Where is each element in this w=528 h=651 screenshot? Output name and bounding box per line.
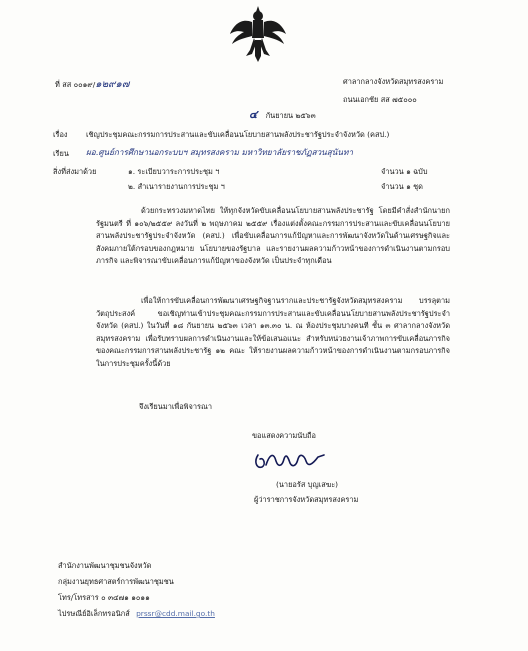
recipient-handwritten: ผอ.ศูนย์การศึกษานอกระบบฯ สมุทรสงคราม มหาวิทยาลัยราชภัฏสวนสุนันทา bbox=[86, 147, 353, 157]
org-address-line1: ศาลากลางจังหวัดสมุทรสงคราม bbox=[343, 77, 444, 86]
garuda-emblem bbox=[228, 4, 288, 66]
recipient-label: เรียน bbox=[53, 149, 69, 158]
enclosure-item-2-qty: จำนวน ๑ ชุด bbox=[381, 182, 423, 191]
body-paragraph-2: เพื่อให้การขับเคลื่อนการพัฒนาเศรษฐกิจฐานรากและประชารัฐจังหวัดสมุทรสงคราม บรรลุตามวัตถุประสงค์ ขอเชิญท่านเข้าประชุมคณะกรรมการประสานและขับเคลื่อนนโยบายสานพลังประชารัฐประจำจังหวัด (คสป.) ในวันที่ ๑๘ กันยายน ๒๕๖๓ เวลา ๑๓.๓๐ น. ณ ห้องประชุมบางคนที ชั้น ๓ ศาลากลางจังหวัดสมุทรสงคราม เพื่อรับทราบผลการดำเนินงานและให้ข้อเสนอแนะ สำหรับหน่วยงานเจ้าภาพการขับเคลื่อนภารกิจของคณะกรรมการสานพลังประชารัฐ ๑๒ คณะ ให้รายงานผลความก้าวหน้าของการดำเนินงานตามกรอบภารกิจ ในการประชุมครั้งนี้ด้วย bbox=[96, 296, 450, 368]
date-month-year: กันยายน ๒๕๖๓ bbox=[265, 111, 316, 120]
enclosure-item-2: ๒. สำเนารายงานการประชุม ฯ bbox=[128, 182, 225, 191]
footer-email-label: ไปรษณีย์อิเล็กทรอนิกส์ bbox=[58, 609, 130, 618]
closing-request: จึงเรียนมาเพื่อพิจารณา bbox=[139, 402, 213, 411]
date-day-handwritten: ๔ bbox=[249, 108, 258, 121]
footer-email bbox=[58, 610, 215, 619]
document-number-handwritten: ๑๒๙๑๗ bbox=[95, 79, 130, 90]
org-address-line2: ถนนเอกชัย สส ๗๕๐๐๐ bbox=[343, 95, 417, 104]
document-date bbox=[249, 108, 316, 121]
signatory-name: (นายอรัส บุญเสฆะ) bbox=[276, 480, 339, 489]
enclosure-item-1: ๑. ระเบียบวาระการประชุม ฯ bbox=[128, 167, 220, 176]
subject-text: เชิญประชุมคณะกรรมการประสานและขับเคลื่อนนโยบายสานพลังประชารัฐประจำจังหวัด (คสป.) bbox=[86, 130, 390, 139]
subject-label: เรื่อง bbox=[53, 130, 68, 139]
document-number bbox=[55, 79, 129, 91]
signatory-position: ผู้ว่าราชการจังหวัดสมุทรสงคราม bbox=[254, 495, 359, 504]
body-paragraph-1: ด้วยกระทรวงมหาดไทย ให้ทุกจังหวัดขับเคลื่อนนโยบายสานพลังประชารัฐ โดยมีคำสั่งสำนักนายกรัฐมนตรี ที่ ๑๐๖/๒๕๕๙ ลงวันที่ ๒ พฤษภาคม ๒๕๕๙ เรื่องแต่งตั้งคณะกรรมการประสานและขับเคลื่อนนโยบายสานพลังประชารัฐประจำจังหวัด (คสป.) เพื่อขับเคลื่อนการแก้ปัญหาและการพัฒนาจังหวัดในด้านเศรษฐกิจและสังคมภายใต้กรอบของกฎหมาย นโยบายของรัฐบาล และรายงานผลความก้าวหน้าของการดำเนินงานตามกรอบภารกิจ และพิจารณาขับเคลื่อนการแก้ปัญหาของจังหวัด เป็นประจำทุกเดือน bbox=[96, 206, 450, 265]
footer-email-link[interactable]: prssr@cdd.mail.go.th bbox=[136, 609, 215, 618]
regards-text: ขอแสดงความนับถือ bbox=[252, 431, 316, 440]
footer-office: สำนักงานพัฒนาชุมชนจังหวัด bbox=[58, 561, 152, 570]
footer-phone: โทร/โทรสาร ๐ ๓๔๗๑ ๑๐๑๑ bbox=[58, 593, 150, 602]
signature-image bbox=[252, 447, 330, 475]
footer-group: กลุ่มงานยุทธศาสตร์การพัฒนาชุมชน bbox=[58, 577, 174, 586]
enclosures-label: สิ่งที่ส่งมาด้วย bbox=[53, 167, 97, 176]
enclosure-item-1-qty: จำนวน ๑ ฉบับ bbox=[381, 167, 428, 176]
document-number-prefix: ที่ สส ๐๐๑๙/ bbox=[55, 80, 96, 89]
